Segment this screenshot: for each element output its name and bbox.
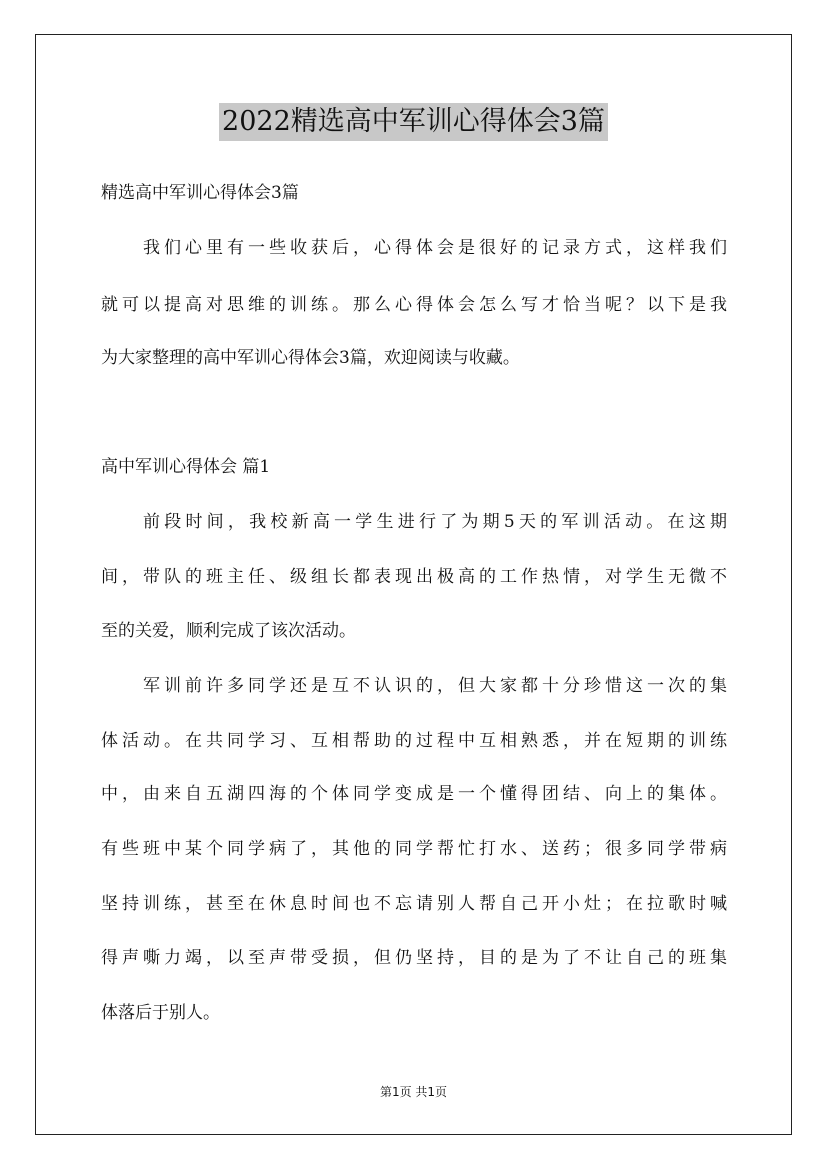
- paragraph-line: 体活动。在共同学习、互相帮助的过程中互相熟悉，并在短期的训练: [101, 731, 727, 751]
- intro-line: 我们心里有一些收获后，心得体会是很好的记录方式，这样我们: [143, 238, 727, 258]
- paragraph-line: 体落后于别人。: [101, 1003, 220, 1023]
- paragraph-line: 得声嘶力竭，以至声带受损，但仍坚持，目的是为了不让自己的班集: [101, 948, 727, 968]
- document-title: 2022精选高中军训心得体会3篇: [219, 103, 608, 141]
- section-heading: 高中军训心得体会 篇1: [101, 457, 271, 477]
- paragraph-line: 至的关爱，顺利完成了该次活动。: [101, 621, 356, 641]
- paragraph-line: 军训前许多同学还是互不认识的，但大家都十分珍惜这一次的集: [143, 676, 727, 696]
- title-container: [0, 103, 827, 141]
- intro-line: 就可以提高对思维的训练。那么心得体会怎么写才恰当呢？以下是我: [101, 295, 727, 315]
- paragraph-line: 中，由来自五湖四海的个体同学变成是一个懂得团结、向上的集体。: [101, 784, 727, 804]
- document-subtitle: 精选高中军训心得体会3篇: [101, 183, 299, 203]
- paragraph-line: 有些班中某个同学病了，其他的同学帮忙打水、送药；很多同学带病: [101, 839, 727, 859]
- intro-line: 为大家整理的高中军训心得体会3篇，欢迎阅读与收藏。: [101, 348, 520, 368]
- paragraph-line: 间，带队的班主任、级组长都表现出极高的工作热情，对学生无微不: [101, 567, 727, 587]
- page-number-footer: 第1页 共1页: [379, 1085, 448, 1099]
- paragraph-line: 前段时间，我校新高一学生进行了为期5天的军训活动。在这期: [143, 512, 727, 532]
- paragraph-line: 坚持训练，甚至在休息时间也不忘请别人帮自己开小灶；在拉歌时喊: [101, 894, 727, 914]
